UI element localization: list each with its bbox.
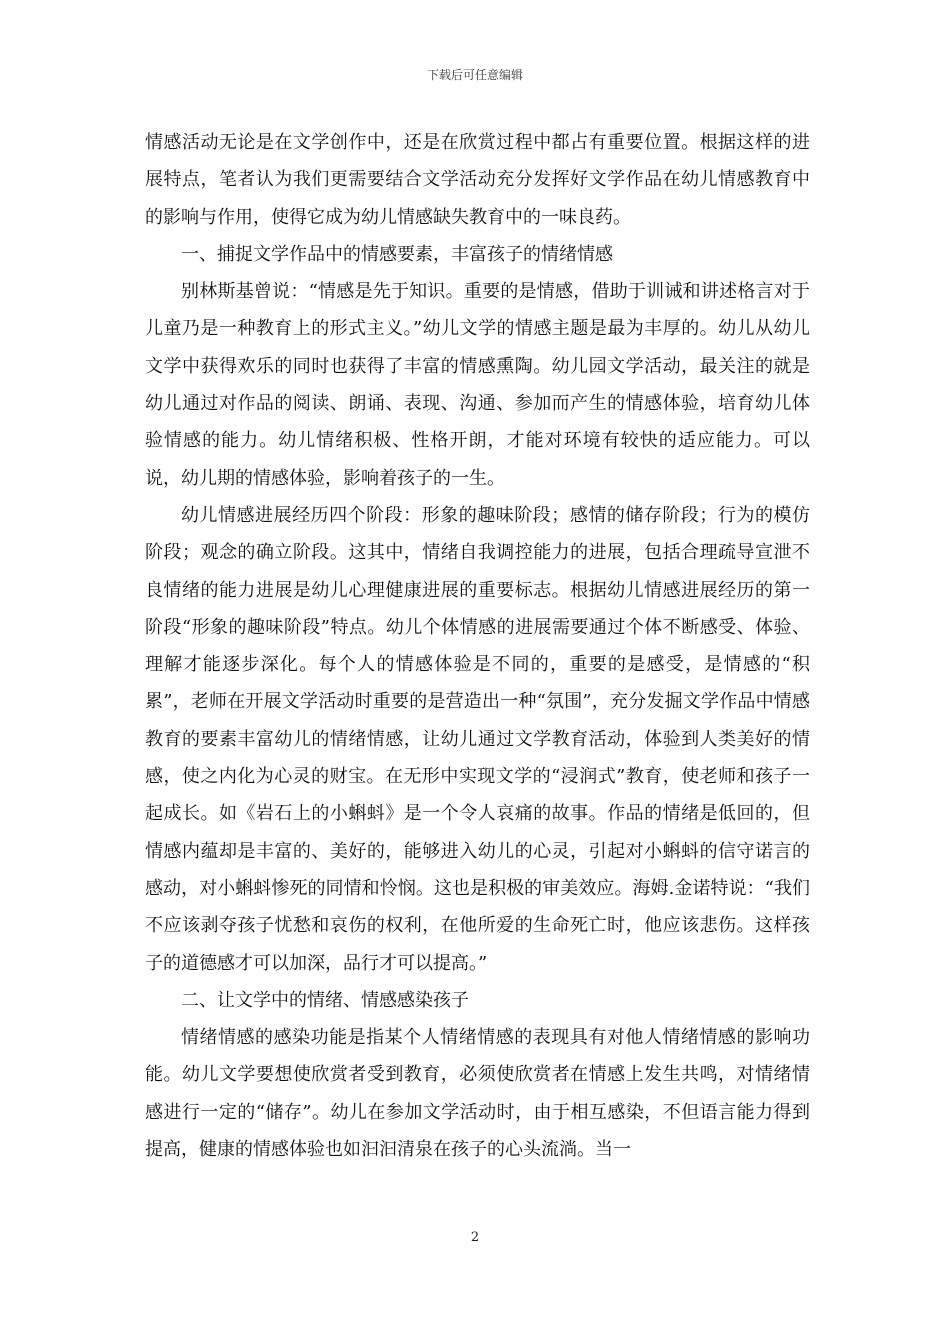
paragraph-contagion: 情绪情感的感染功能是指某个人情绪情感的表现具有对他人情绪情感的影响功能。幼儿文学要想使欣赏者受到教育，必须使欣赏者在情感上发生共鸣，对情绪情感进行一定的“储存”。幼儿在参加文学活动时，由于相互感染，不但语言能力得到提高，健康的情感体验也如汩汩清泉在孩子的心头流淌。当一 [145,1027,810,1161]
section-heading-1: 一、捕捉文学作品中的情感要素，丰富孩子的情绪情感 [181,243,613,265]
paragraph-belinsky-quote: 别林斯基曾说：“情感是先于知识。重要的是情感，借助于训诫和讲述格言对于儿童乃是一种教育上的形式主义。”幼儿文学的情感主题是最为丰厚的。幼儿从幼儿文学中获得欢乐的同时也获得了丰富的情感熏陶。幼儿园文学活动，最关注的就是幼儿通过对作品的阅读、朗诵、表现、沟通、参加而产生的情感体验，培育幼儿体验情感的能力。幼儿情绪积极、性格开朗，才能对环境有较快的适应能力。可以说，幼儿期的情感体验，影响着孩子的一生。 [145,281,810,489]
page-header: 下载后可任意编辑 [426,68,523,82]
section-heading-2: 二、让文学中的情绪、情感感染孩子 [181,989,469,1011]
paragraph-continuation: 情感活动无论是在文学创作中，还是在欣赏过程中都占有重要位置。根据这样的进展特点，笔者认为我们更需要结合文学活动充分发挥好文学作品在幼儿情感教育中的影响与作用，使得它成为幼儿情感缺失教育中的一味良药。 [145,132,810,228]
paragraph-emotional-stages: 幼儿情感进展经历四个阶段：形象的趣味阶段；感情的储存阶段；行为的模仿阶段；观念的确立阶段。这其中，情绪自我调控能力的进展，包括合理疏导宣泄不良情绪的能力进展是幼儿心理健康进展的重要标志。根据幼儿情感进展经历的第一阶段“形象的趣味阶段”特点。幼儿个体情感的进展需要通过个体不断感受、体验、理解才能逐步深化。每个人的情感体验是不同的，重要的是感受，是情感的“积累”，老师在开展文学活动时重要的是营造出一种“氛围”，充分发掘文学作品中情感教育的要素丰富幼儿的情绪情感，让幼儿通过文学教育活动，体验到人类美好的情感，使之内化为心灵的财宝。在无形中实现文学的“浸润式”教育，使老师和孩子一起成长。如《岩石上的小蝌蚪》是一个令人哀痛的故事。作品的情绪是低回的，但情感内蕴却是丰富的、美好的，能够进入幼儿的心灵，引起对小蝌蚪的信守诺言的感动，对小蝌蚪惨死的同情和怜悯。这也是积极的审美效应。海姆.金诺特说：“我们不应该剥夺孩子忧愁和哀伤的权利，在他所爱的生命死亡时，他应该悲伤。这样孩子的道德感才可以加深，品行才可以提高。” [145,504,810,974]
page-number: 2 [470,1230,480,1245]
document-body [145,124,810,1168]
